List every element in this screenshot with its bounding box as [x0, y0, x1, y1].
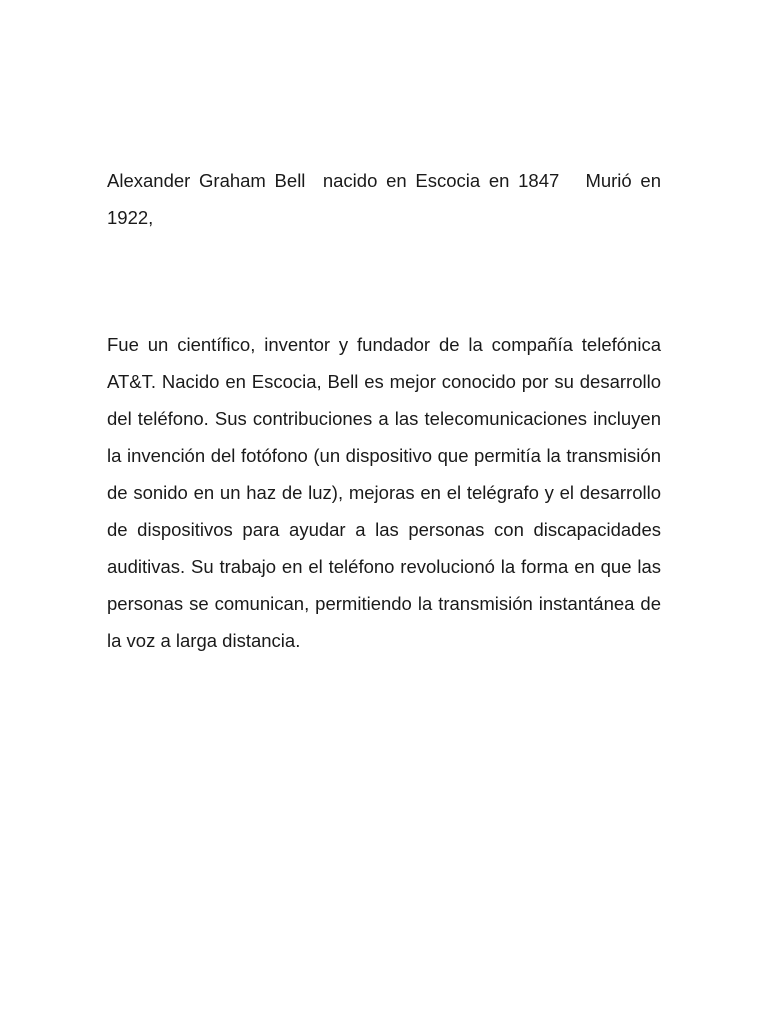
body-paragraph: Fue un científico, inventor y fundador de la compañía telefónica AT&T. Nacido en Escocia, Bell es mejor conocido por su desarrollo del teléfono. Sus contribuciones a las telecomunicaciones incluyen la invención del fotófono (un dispositivo que permitía la transmisión de sonido en un haz de luz), mejoras en el telégrafo y el desarrollo de dispositivos para ayudar a las personas con discapacidades auditivas. Su trabajo en el teléfono revolucionó la forma en que las personas se comunican, permitiendo la transmisión instantánea de la voz a larga distancia. [107, 334, 667, 651]
intro-paragraph: Alexander Graham Bell nacido en Escocia en 1847 Murió en 1922, [107, 170, 667, 228]
document-body [107, 88, 667, 733]
